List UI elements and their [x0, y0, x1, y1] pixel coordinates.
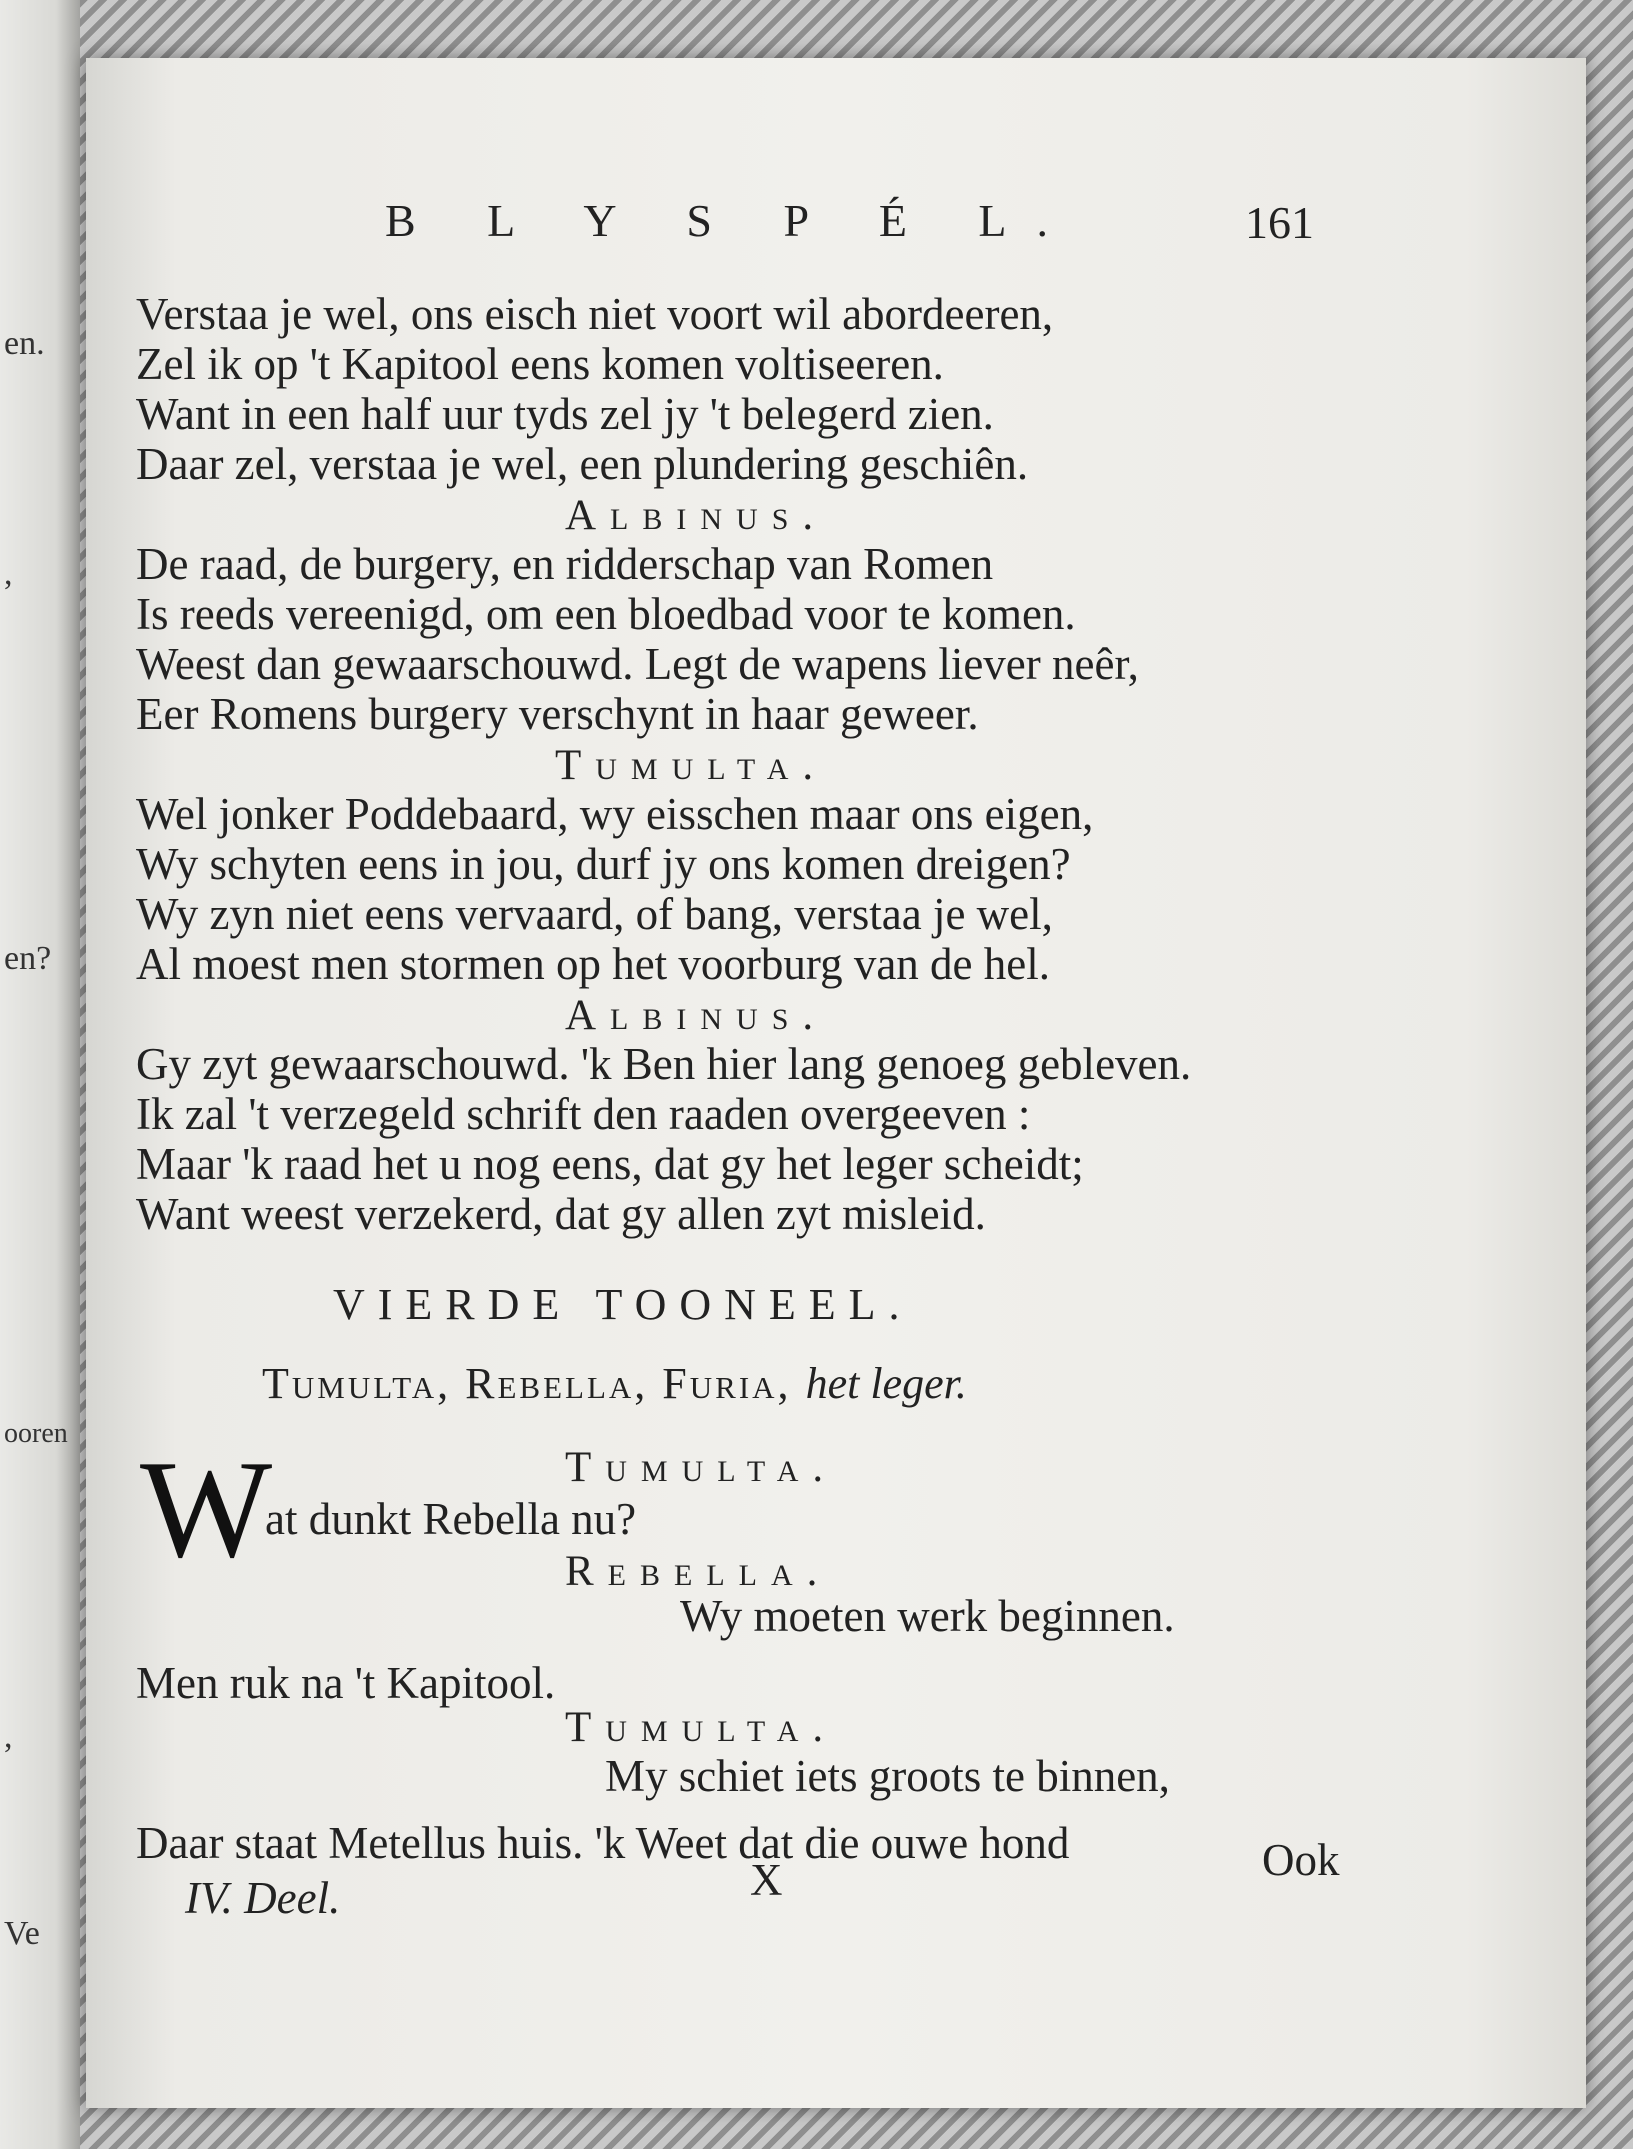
scene-title: VIERDE TOONEEL.: [333, 1280, 913, 1329]
verse-line: Weest dan gewaarschouwd. Legt de wapens liever neêr,: [136, 639, 1139, 689]
verse-line: Wy moeten werk beginnen.: [680, 1591, 1175, 1641]
verse-line: Al moest men stormen op het voorburg van de hel.: [136, 939, 1050, 989]
left-page-fragment: Ve: [4, 1915, 40, 1952]
speaker-name: Albinus.: [565, 992, 828, 1039]
speaker-name: Tumulta.: [565, 1704, 838, 1751]
verse-line: Want weest verzekerd, dat gy allen zyt misleid.: [136, 1189, 986, 1239]
left-page-fragment: ooren: [4, 1418, 68, 1449]
left-page-fragment: ,: [4, 555, 13, 592]
speaker-name: Rebella.: [565, 1548, 832, 1595]
verse-line: Eer Romens burgery verschynt in haar geweer.: [136, 689, 979, 739]
speaker-name: Tumulta.: [565, 1444, 838, 1491]
cast-names: Tumulta, Rebella, Furia,: [262, 1359, 806, 1408]
verse-line: Maar 'k raad het u nog eens, dat gy het leger scheidt;: [136, 1139, 1084, 1189]
left-page-edge: [0, 0, 80, 2149]
left-page-fragment: en?: [4, 940, 52, 977]
verse-line: De raad, de burgery, en ridderschap van Romen: [136, 539, 994, 589]
catchword: Ook: [1262, 1835, 1340, 1885]
verse-line: Is reeds vereenigd, om een bloedbad voor te komen.: [136, 589, 1076, 639]
speaker-name: Tumulta.: [555, 742, 828, 789]
verse-line: Daar staat Metellus huis. 'k Weet dat die ouwe hond: [136, 1818, 1070, 1868]
verse-line: Men ruk na 't Kapitool.: [136, 1658, 556, 1708]
verse-line: at dunkt Rebella nu?: [265, 1494, 637, 1544]
cast-italic: het leger.: [805, 1359, 967, 1408]
verse-line: Ik zal 't verzegeld schrift den raaden overgeeven :: [136, 1089, 1031, 1139]
left-page-fragment: ,: [4, 1718, 13, 1755]
verse-line: Gy zyt gewaarschouwd. 'k Ben hier lang genoeg gebleven.: [136, 1039, 1192, 1089]
verse-line: Verstaa je wel, ons eisch niet voort wil abordeeren,: [136, 289, 1054, 339]
verse-line: My schiet iets groots te binnen,: [605, 1751, 1170, 1801]
verse-line: Wel jonker Poddebaard, wy eisschen maar ons eigen,: [136, 789, 1094, 839]
verse-line: Daar zel, verstaa je wel, een plundering geschiên.: [136, 439, 1029, 489]
page-number: 161: [1245, 197, 1314, 248]
signature-mark: X: [750, 1855, 783, 1905]
speaker-name: Albinus.: [565, 492, 828, 539]
drop-cap: W: [140, 1432, 273, 1587]
verse-line: Want in een half uur tyds zel jy 't belegerd zien.: [136, 389, 994, 439]
running-head: B L Y S P É L.: [385, 195, 1079, 246]
signature-part: IV. Deel.: [185, 1873, 341, 1923]
left-page-fragment: en.: [4, 325, 45, 362]
verse-line: Zel ik op 't Kapitool eens komen voltiseeren.: [136, 339, 944, 389]
verse-line: Wy zyn niet eens vervaard, of bang, verstaa je wel,: [136, 889, 1053, 939]
verse-line: Wy schyten eens in jou, durf jy ons komen dreigen?: [136, 839, 1071, 889]
cast-list: [262, 1359, 967, 1408]
